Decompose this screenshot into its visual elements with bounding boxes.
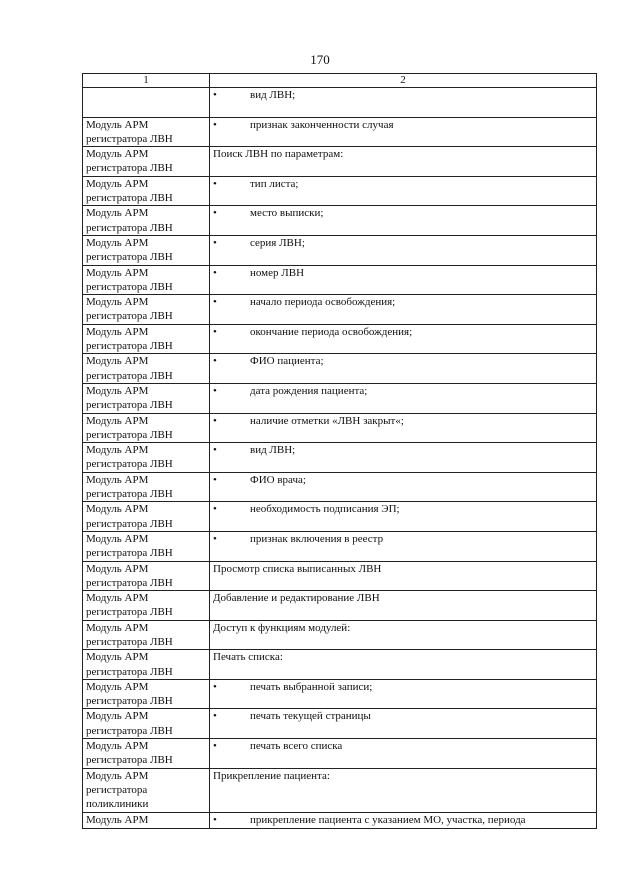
bullet-icon: •: [213, 355, 217, 368]
function-cell: [210, 679, 597, 709]
module-cell: Модуль АРМ регистратора ЛВН: [83, 295, 210, 325]
module-cell: Модуль АРМ регистратора ЛВН: [83, 561, 210, 591]
table-row: [83, 679, 597, 709]
table-row: [83, 383, 597, 413]
function-cell: [210, 709, 597, 739]
module-cell: Модуль АРМ регистратора ЛВН: [83, 206, 210, 236]
function-text: дата рождения пациента;: [250, 384, 368, 397]
function-text: печать всего списка: [250, 740, 343, 753]
table-row: [83, 650, 597, 680]
module-cell: Модуль АРМ регистратора ЛВН: [83, 117, 210, 147]
bullet-icon: •: [213, 118, 217, 131]
bullet-icon: •: [213, 266, 217, 279]
table-body: [83, 88, 597, 829]
function-heading: Просмотр списка выписанных ЛВН: [213, 562, 382, 575]
table-row: [83, 295, 597, 325]
function-cell: [210, 472, 597, 502]
module-cell: [83, 88, 210, 118]
module-cell: Модуль АРМ регистратора ЛВН: [83, 354, 210, 384]
table-row: [83, 354, 597, 384]
function-text: номер ЛВН: [250, 266, 305, 279]
table-row: [83, 812, 597, 828]
module-cell: Модуль АРМ регистратора ЛВН: [83, 443, 210, 473]
function-cell: [210, 768, 597, 812]
column-header-1: 1: [83, 74, 210, 88]
function-text: место выписки;: [250, 207, 324, 220]
column-header-2: 2: [210, 74, 597, 88]
function-heading: Поиск ЛВН по параметрам:: [213, 148, 344, 161]
function-text: наличие отметки «ЛВН закрыт«;: [250, 414, 404, 427]
bullet-icon: •: [213, 414, 217, 427]
module-cell: Модуль АРМ регистратора ЛВН: [83, 324, 210, 354]
module-cell: Модуль АРМ регистратора ЛВН: [83, 591, 210, 621]
specification-table: [82, 73, 597, 829]
function-cell: [210, 561, 597, 591]
function-text: печать текущей страницы: [250, 710, 371, 723]
page-number: 170: [310, 52, 330, 67]
function-cell: [210, 443, 597, 473]
table-row: [83, 176, 597, 206]
function-cell: [210, 88, 597, 118]
function-text: прикрепление пациента с указанием МО, участка, периода: [250, 813, 526, 826]
table-row: [83, 768, 597, 812]
module-cell: Модуль АРМ регистратора ЛВН: [83, 679, 210, 709]
module-cell: Модуль АРМ регистратора ЛВН: [83, 265, 210, 295]
bullet-icon: •: [213, 503, 217, 516]
module-cell: Модуль АРМ регистратора ЛВН: [83, 383, 210, 413]
function-text: начало периода освобождения;: [250, 296, 396, 309]
table-row: [83, 561, 597, 591]
table-row: [83, 591, 597, 621]
table-row: [83, 88, 597, 118]
function-cell: [210, 413, 597, 443]
function-text: вид ЛВН;: [250, 89, 296, 101]
function-heading: Добавление и редактирование ЛВН: [213, 592, 380, 605]
bullet-icon: •: [213, 710, 217, 723]
module-cell: Модуль АРМ регистратора ЛВН: [83, 531, 210, 561]
table-row: [83, 443, 597, 473]
module-cell: Модуль АРМ регистратора ЛВН: [83, 147, 210, 177]
table-row: [83, 265, 597, 295]
bullet-icon: •: [213, 89, 217, 101]
function-cell: [210, 265, 597, 295]
table-row: [83, 117, 597, 147]
bullet-icon: •: [213, 236, 217, 249]
function-cell: [210, 531, 597, 561]
bullet-icon: •: [213, 207, 217, 220]
module-cell: Модуль АРМ регистратора ЛВН: [83, 709, 210, 739]
function-cell: [210, 739, 597, 769]
bullet-icon: •: [213, 444, 217, 457]
function-text: ФИО пациента;: [250, 355, 324, 368]
function-heading: Печать списка:: [213, 651, 283, 664]
function-cell: [210, 354, 597, 384]
module-cell: Модуль АРМ регистратора ЛВН: [83, 176, 210, 206]
table-row: [83, 709, 597, 739]
function-text: ФИО врача;: [250, 473, 306, 486]
function-text: тип листа;: [250, 177, 299, 190]
table-row: [83, 502, 597, 532]
function-text: необходимость подписания ЭП;: [250, 503, 400, 516]
function-cell: [210, 620, 597, 650]
table-row: [83, 235, 597, 265]
table-header-row: [83, 74, 597, 88]
table-row: [83, 531, 597, 561]
function-cell: [210, 324, 597, 354]
function-text: серия ЛВН;: [250, 236, 305, 249]
bullet-icon: •: [213, 325, 217, 338]
table-row: [83, 739, 597, 769]
table-row: [83, 147, 597, 177]
bullet-icon: •: [213, 680, 217, 693]
module-cell: Модуль АРМ регистратора поликлиники: [83, 768, 210, 812]
function-cell: [210, 502, 597, 532]
function-heading: Прикрепление пациента:: [213, 769, 330, 782]
function-text: печать выбранной записи;: [250, 680, 373, 693]
function-cell: [210, 206, 597, 236]
module-cell: Модуль АРМ: [83, 812, 210, 828]
module-cell: Модуль АРМ регистратора ЛВН: [83, 650, 210, 680]
function-cell: [210, 383, 597, 413]
module-cell: Модуль АРМ регистратора ЛВН: [83, 620, 210, 650]
function-cell: [210, 591, 597, 621]
function-text: вид ЛВН;: [250, 444, 296, 457]
bullet-icon: •: [213, 296, 217, 309]
module-cell: Модуль АРМ регистратора ЛВН: [83, 413, 210, 443]
table-row: [83, 206, 597, 236]
table-row: [83, 413, 597, 443]
module-cell: Модуль АРМ регистратора ЛВН: [83, 502, 210, 532]
table-row: [83, 324, 597, 354]
function-cell: [210, 812, 597, 828]
function-heading: Доступ к функциям модулей:: [213, 621, 351, 634]
bullet-icon: •: [213, 473, 217, 486]
bullet-icon: •: [213, 532, 217, 545]
function-cell: [210, 235, 597, 265]
table-row: [83, 472, 597, 502]
function-cell: [210, 117, 597, 147]
module-cell: Модуль АРМ регистратора ЛВН: [83, 739, 210, 769]
bullet-icon: •: [213, 813, 217, 826]
function-text: признак законченности случая: [250, 118, 394, 131]
function-cell: [210, 176, 597, 206]
module-cell: Модуль АРМ регистратора ЛВН: [83, 472, 210, 502]
bullet-icon: •: [213, 177, 217, 190]
function-cell: [210, 295, 597, 325]
function-cell: [210, 147, 597, 177]
bullet-icon: •: [213, 384, 217, 397]
bullet-icon: •: [213, 740, 217, 753]
table-row: [83, 620, 597, 650]
function-text: окончание периода освобождения;: [250, 325, 413, 338]
function-cell: [210, 650, 597, 680]
function-text: признак включения в реестр: [250, 532, 384, 545]
module-cell: Модуль АРМ регистратора ЛВН: [83, 235, 210, 265]
